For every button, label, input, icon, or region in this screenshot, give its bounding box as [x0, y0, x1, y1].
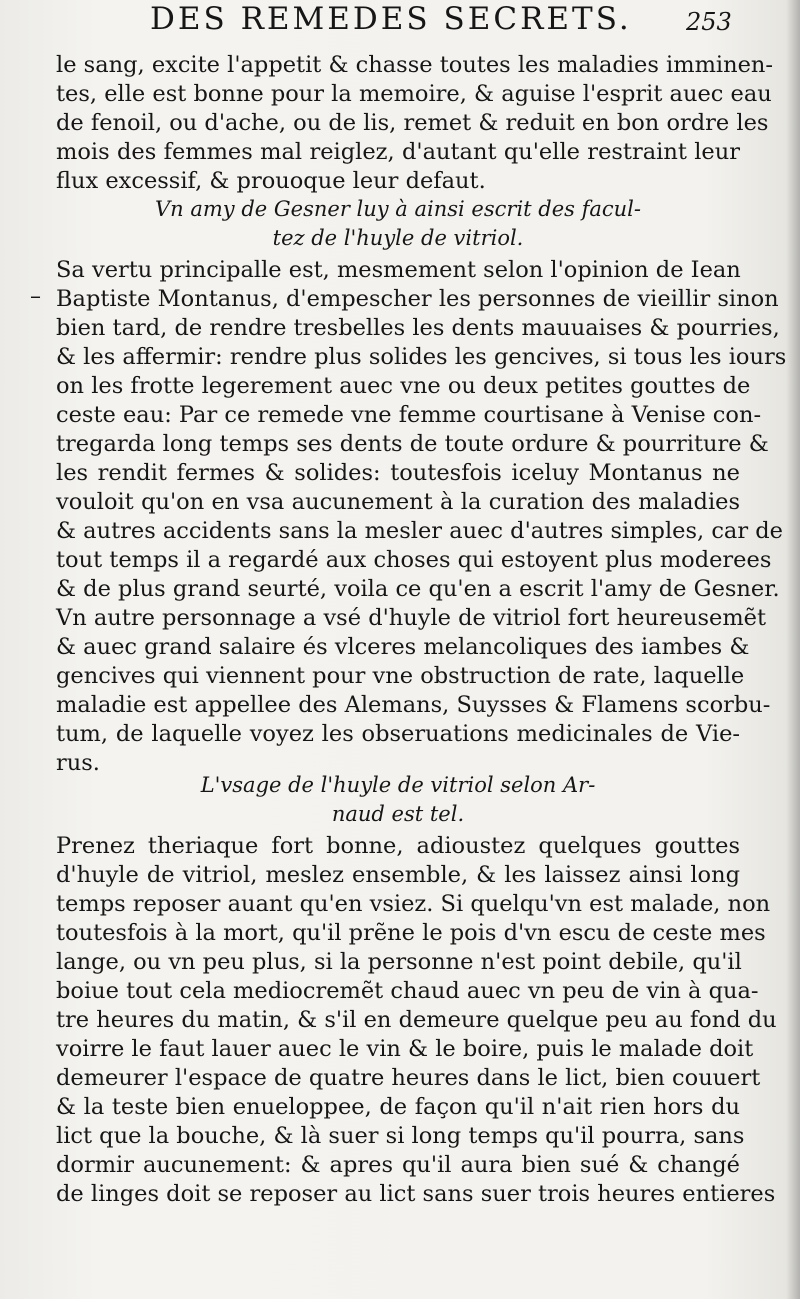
running-head: DES REMEDES SECRETS.: [150, 1, 632, 37]
text-line: Vn amy de Gesner luy à ainsi escrit des facul-: [155, 197, 641, 221]
text-line: de fenoil, ou d'ache, ou de lis, remet & reduit en bon ordre les: [56, 110, 769, 136]
text-line: maladie est appellee des Alemans, Suysses & Flamens scorbu-: [56, 692, 771, 718]
paragraph-2: [56, 256, 787, 778]
text-line: temps reposer auant qu'en vsiez. Si quelqu'vn est malade, non: [56, 891, 771, 917]
text-line: Vn autre personnage a vsé d'huyle de vitriol fort heureusemẽt: [56, 605, 767, 631]
text-line: mois des femmes mal reiglez, d'autant qu'elle restraint leur: [56, 139, 740, 165]
text-line: Sa vertu principalle est, mesmement selon l'opinion de Iean: [56, 257, 741, 283]
text-line: le sang, excite l'appetit & chasse toutes les maladies imminen-: [56, 52, 774, 78]
text-line: toutesfois à la mort, qu'il prẽne le pois d'vn escu de ceste mes: [56, 920, 766, 946]
text-line: dormir aucunement: & apres qu'il aura bien sué & changé: [56, 1152, 740, 1178]
section-heading-2: [56, 771, 740, 829]
text-line: naud est tel.: [331, 802, 465, 826]
text-line: & autres accidents sans la mesler auec d'autres simples, car de: [56, 518, 783, 544]
text-line: demeurer l'espace de quatre heures dans le lict, bien couuert: [56, 1065, 761, 1091]
section-heading-1: [56, 195, 740, 253]
text-line: flux excessif, & prouoque leur defaut.: [56, 168, 486, 194]
text-line: voirre le faut lauer auec le vin & le boire, puis le malade doit: [56, 1036, 754, 1062]
text-line: tout temps il a regardé aux choses qui estoyent plus moderees: [56, 547, 772, 573]
text-line: & de plus grand seurté, voila ce qu'en a escrit l'amy de Gesner.: [56, 576, 780, 602]
text-line: de linges doit se reposer au lict sans suer trois heures entieres: [56, 1181, 776, 1207]
paragraph-1: [56, 51, 774, 196]
text-line: d'huyle de vitriol, meslez ensemble, & les laissez ainsi long: [56, 862, 740, 888]
text-line: & les affermir: rendre plus solides les gencives, si tous les iours: [56, 344, 787, 370]
page-gutter-shadow: [786, 0, 800, 1299]
text-line: tre heures du matin, & s'il en demeure quelque peu au fond du: [56, 1007, 777, 1033]
text-line: & la teste bien enueloppee, de façon qu'il n'ait rien hors du: [56, 1094, 740, 1120]
text-line: tum, de laquelle voyez les obseruations medicinales de Vie-: [56, 721, 740, 747]
text-line: tez de l'huyle de vitriol.: [272, 226, 524, 250]
text-line: Baptiste Montanus, d'empescher les personnes de vieillir sinon: [56, 286, 779, 312]
text-line: bien tard, de rendre tresbelles les dents mauuaises & pourries,: [56, 315, 780, 341]
text-line: ceste eau: Par ce remede vne femme courtisane à Venise con-: [56, 402, 762, 428]
text-line: Prenez theriaque fort bonne, adioustez quelques gouttes: [56, 833, 740, 859]
margin-mark: –: [30, 284, 41, 309]
text-line: lange, ou vn peu plus, si la personne n'est point debile, qu'il: [56, 949, 742, 975]
text-line: gencives qui viennent pour vne obstruction de rate, laquelle: [56, 663, 745, 689]
text-line: les rendit fermes & solides: toutesfois iceluy Montanus ne: [56, 460, 740, 486]
page-number: 253: [686, 8, 732, 36]
text-line: tregarda long temps ses dents de toute ordure & pourriture &: [56, 431, 769, 457]
text-line: rus.: [56, 750, 100, 776]
text-line: & auec grand salaire és vlceres melancoliques des iambes &: [56, 634, 750, 660]
text-line: on les frotte legerement auec vne ou deux petites gouttes de: [56, 373, 751, 399]
text-line: lict que la bouche, & là suer si long temps qu'il pourra, sans: [56, 1123, 745, 1149]
text-line: vouloit qu'on en vsa aucunement à la curation des maladies: [56, 489, 740, 515]
text-line: L'vsage de l'huyle de vitriol selon Ar-: [200, 773, 596, 797]
text-line: boiue tout cela mediocremẽt chaud auec vn peu de vin à qua-: [56, 978, 759, 1004]
text-line: tes, elle est bonne pour la memoire, & aguise l'esprit auec eau: [56, 81, 772, 107]
paragraph-3: [56, 832, 777, 1209]
